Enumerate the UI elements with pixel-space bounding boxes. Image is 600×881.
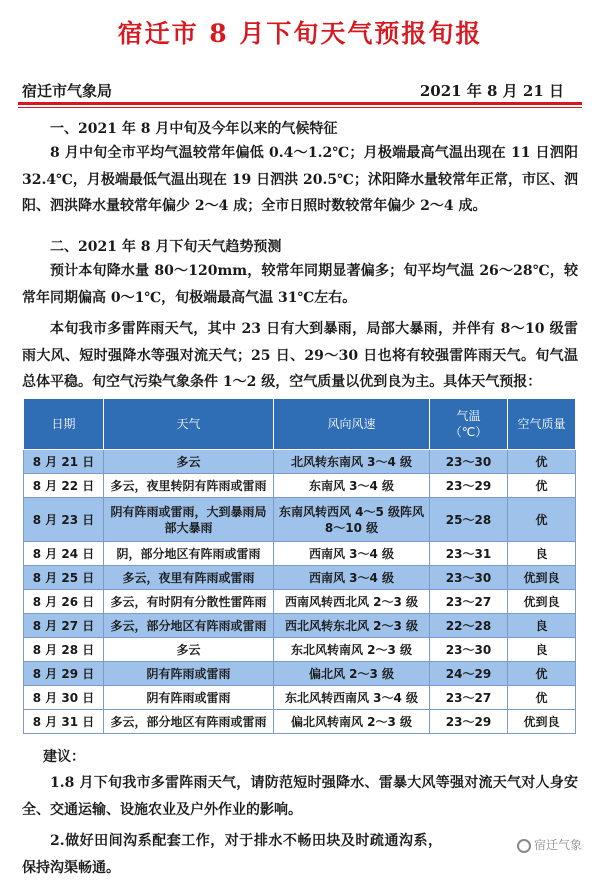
cell-date: 8 月 24 日 (24, 542, 104, 566)
cell-weather: 阴有阵雨或雷雨 (104, 662, 274, 686)
table-row (24, 450, 576, 474)
table-row (24, 498, 576, 542)
cell-temp: 23～30 (430, 638, 508, 662)
cell-date: 8 月 30 日 (24, 686, 104, 710)
weibo-icon (517, 839, 531, 853)
header-temp (430, 399, 508, 450)
header-weather: 天气 (104, 399, 274, 450)
table-row (24, 542, 576, 566)
cell-weather: 阴，部分地区有阵雨或雷雨 (104, 542, 274, 566)
cell-air: 良 (508, 638, 576, 662)
cell-temp: 23～29 (430, 474, 508, 498)
cell-air: 良 (508, 542, 576, 566)
cell-temp: 23～27 (430, 686, 508, 710)
table-row (24, 614, 576, 638)
section2-para2: 本旬我市多雷阵雨天气，其中 23 日有大到暴雨，局部大暴雨，并伴有 8～10 级雷雨大风、短时强降水等强对流天气；25 日、29～30 日也将有较强雷阵雨天气。旬气温总体平稳。旬空气污染气象条件 1～2 级，空气质量以优到良为主。具体天气预报： (22, 321, 578, 390)
forecast-table (23, 398, 576, 734)
cell-wind: 偏北风 2～3 级 (274, 662, 430, 686)
cell-weather: 多云，部分地区有阵雨或雷雨 (104, 614, 274, 638)
cell-weather: 多云 (104, 638, 274, 662)
agency-name: 宿迁市气象局 (22, 82, 113, 100)
cell-air: 优 (508, 474, 576, 498)
cell-wind: 西北风转东北风 2～3 级 (274, 614, 430, 638)
cell-date: 8 月 28 日 (24, 638, 104, 662)
title-rule-thin (18, 107, 582, 108)
watermark-text: 宿迁气象 (533, 838, 582, 852)
cell-temp: 24～29 (430, 662, 508, 686)
cell-air: 优 (508, 498, 576, 542)
header-temp-label: 气温 (456, 409, 481, 423)
cell-date: 8 月 23 日 (24, 498, 104, 542)
title-rule-thick (18, 102, 582, 105)
cell-date: 8 月 31 日 (24, 710, 104, 734)
cell-wind: 东南风转西风 4～5 级阵风 8～10 级 (274, 498, 430, 542)
advice-heading: 建议： (43, 749, 85, 765)
table-row (24, 474, 576, 498)
cell-wind: 西南风 3～4 级 (274, 542, 430, 566)
cell-wind: 东北风转南风 2～3 级 (274, 638, 430, 662)
cell-temp: 22～28 (430, 614, 508, 638)
watermark (517, 836, 582, 853)
header-air: 空气质量 (508, 399, 576, 450)
cell-temp: 23～30 (430, 566, 508, 590)
cell-wind: 北风转东南风 3～4 级 (274, 450, 430, 474)
advice-item-1: 1.8 月下旬我市多雷阵雨天气，请防范短时强降水、雷暴大风等强对流天气对人身安全、交通运输、设施农业及户外作业的影响。 (22, 775, 578, 818)
cell-wind: 西南风转西北风 2～3 级 (274, 590, 430, 614)
table-row (24, 710, 576, 734)
header-date: 日期 (24, 399, 104, 450)
table-row (24, 686, 576, 710)
cell-weather: 多云，夜里转阴有阵雨或雷雨 (104, 474, 274, 498)
cell-air: 优 (508, 686, 576, 710)
cell-weather: 阴有阵雨或雷雨 (104, 686, 274, 710)
cell-air: 优 (508, 662, 576, 686)
cell-wind: 偏北风转南风 2～3 级 (274, 710, 430, 734)
cell-weather: 多云 (104, 450, 274, 474)
cell-air: 优到良 (508, 566, 576, 590)
cell-temp: 23～29 (430, 710, 508, 734)
cell-weather: 多云，部分地区有阵雨或雷雨 (104, 710, 274, 734)
cell-date: 8 月 26 日 (24, 590, 104, 614)
table-row (24, 638, 576, 662)
cell-temp: 23～30 (430, 450, 508, 474)
header-wind: 风向风速 (274, 399, 430, 450)
table-row (24, 590, 576, 614)
cell-date: 8 月 27 日 (24, 614, 104, 638)
header-temp-unit: （℃） (449, 425, 488, 439)
section1-body: 8 月中旬全市平均气温较常年偏低 0.4～1.2℃；月极端最高气温出现在 11 日泗阳 32.4℃，月极端最低气温出现在 19 日泗洪 20.5℃；沭阳降水量较常年正常，市区、泗阳、泗洪降水量较常年偏少 2～4 成；全市日照时数较常年偏少 2～4 成。 (22, 145, 578, 214)
cell-temp: 23～31 (430, 542, 508, 566)
cell-date: 8 月 22 日 (24, 474, 104, 498)
cell-weather: 多云，夜里有阵雨或雷雨 (104, 566, 274, 590)
cell-weather: 多云，有时阴有分散性雷阵雨 (104, 590, 274, 614)
table-row (24, 566, 576, 590)
table-header-row (24, 399, 576, 450)
advice-item-2: 2.做好田间沟系配套工作，对于排水不畅田块及时疏通沟系，保持沟渠畅通。 (22, 833, 442, 876)
cell-temp: 23～27 (430, 590, 508, 614)
cell-date: 8 月 25 日 (24, 566, 104, 590)
page-title: 宿迁市 8 月下旬天气预报旬报 (117, 19, 483, 48)
cell-air: 优到良 (508, 710, 576, 734)
cell-wind: 东南风 3～4 级 (274, 474, 430, 498)
table-row (24, 662, 576, 686)
cell-air: 优 (508, 450, 576, 474)
section2-heading: 二、2021 年 8 月下旬天气趋势预测 (50, 239, 282, 255)
section2-para1: 预计本旬降水量 80～120mm，较常年同期显著偏多；旬平均气温 26～28℃，较常年同期偏高 0～1℃，旬极端最高气温 31℃左右。 (22, 263, 578, 306)
cell-date: 8 月 29 日 (24, 662, 104, 686)
issue-date: 2021 年 8 月 21 日 (419, 82, 564, 100)
cell-weather: 阴有阵雨或雷雨，大到暴雨局部大暴雨 (104, 498, 274, 542)
cell-air: 良 (508, 614, 576, 638)
cell-air: 优到良 (508, 590, 576, 614)
section1-heading: 一、2021 年 8 月中旬及今年以来的气候特征 (50, 121, 338, 137)
cell-date: 8 月 21 日 (24, 450, 104, 474)
cell-temp: 25～28 (430, 498, 508, 542)
cell-wind: 西南风 3～4 级 (274, 566, 430, 590)
cell-wind: 东北风转西南风 3～4 级 (274, 686, 430, 710)
